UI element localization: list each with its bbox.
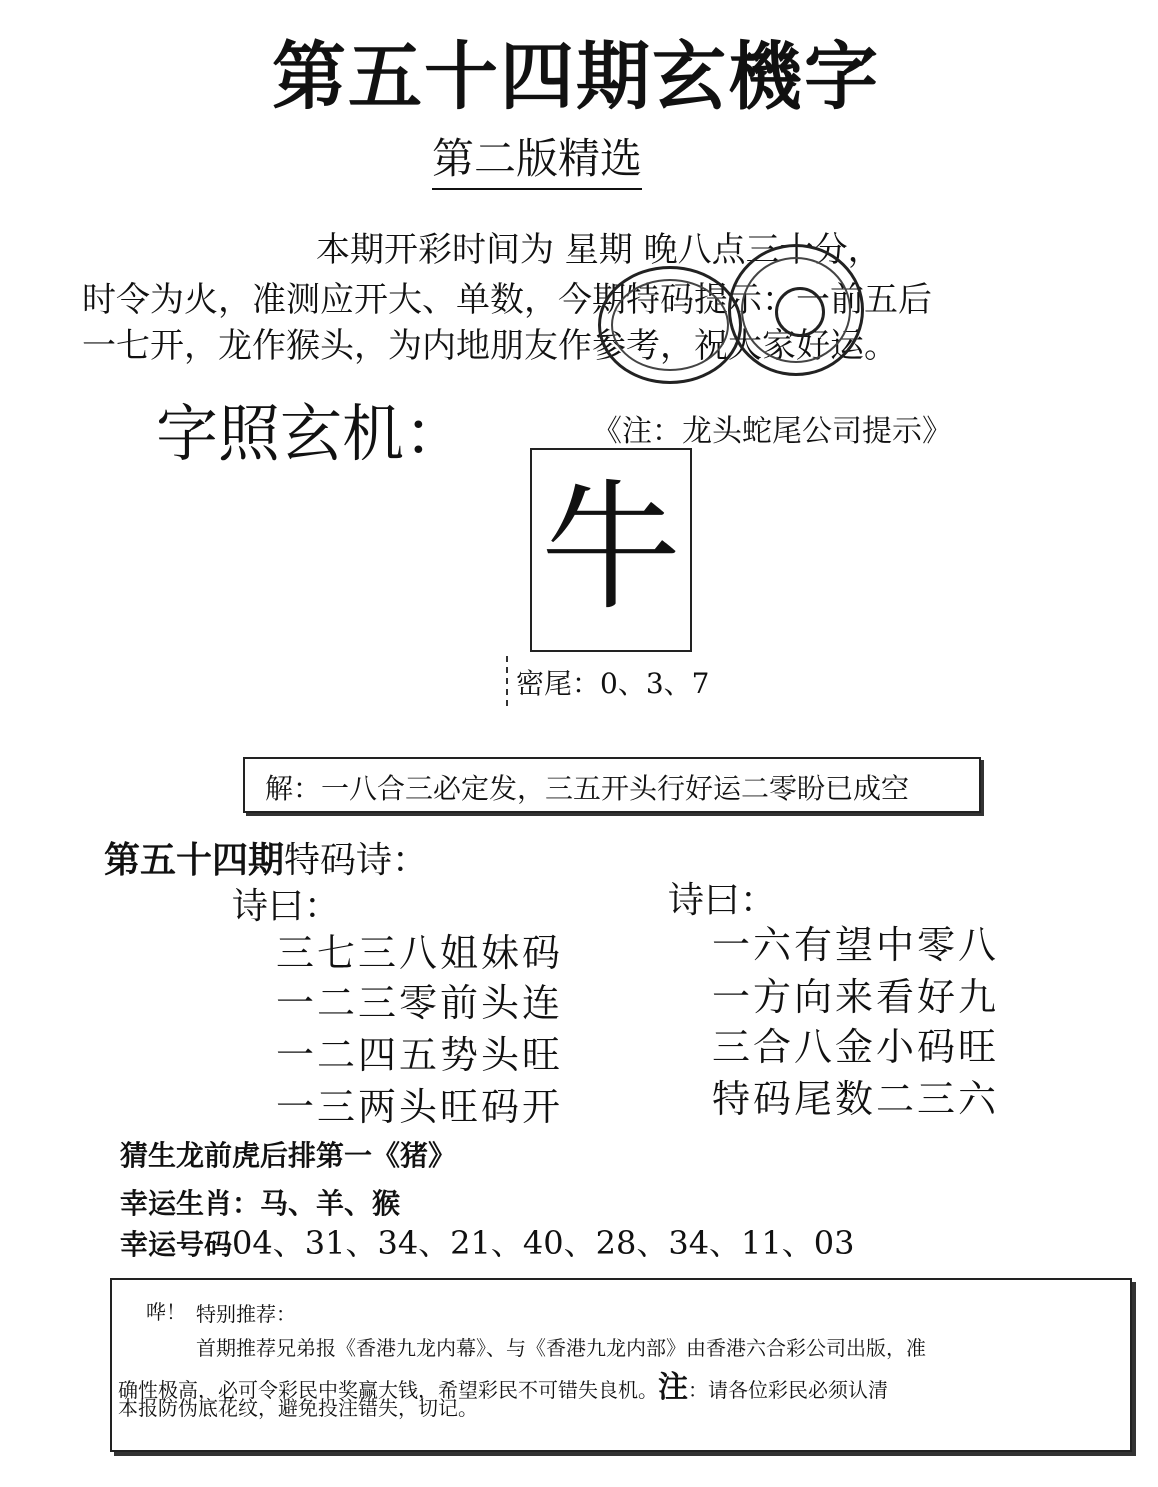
puzzle-tail: 密尾：0、3、7 [516, 667, 710, 700]
lucky-numbers-values: 04、31、34、21、40、28、34、11、03 [232, 1224, 855, 1262]
poem-heading [104, 832, 428, 883]
intro-line-1: 本期开彩时间为 星期 晚八点三十分， [316, 230, 882, 270]
lucky-signs: 幸运生肖：马、羊、猴 [120, 1187, 401, 1220]
poem-right-line: 一方向来看好九 [712, 975, 1000, 1019]
zodiac-hint: 猜生龙前虎后排第一《猪》 [120, 1139, 457, 1172]
page-title: 第五十四期玄機字 [272, 34, 880, 120]
poem-left-line: 一三两头旺码开 [276, 1085, 564, 1129]
poem-right-line: 三合八金小码旺 [712, 1025, 1000, 1069]
poem-heading-title: 特码诗： [284, 840, 429, 881]
recommend-note-mark: 注 [658, 1370, 688, 1405]
poem-left-line: 一二三零前头连 [276, 981, 564, 1025]
poem-left-line: 一二四五势头旺 [276, 1033, 564, 1077]
page-subtitle: 第二版精选 [432, 126, 642, 190]
poem-right-intro: 诗曰： [668, 880, 777, 921]
recommend-line-2-text: 确性极高，必可令彩民中奖赢大钱，希望彩民不可错失良机。 [118, 1378, 658, 1402]
lucky-numbers-label: 幸运号码 [120, 1228, 233, 1261]
poem-right-line: 一六有望中零八 [712, 923, 1000, 967]
poem-right-line: 特码尾数二三六 [712, 1077, 1000, 1121]
intro-line-3: 一七开，龙作猴头，为内地朋友作参考，祝大家好运。 [82, 326, 898, 366]
poem-heading-issue: 第五十四期 [104, 839, 285, 881]
intro-line-2: 时令为火，准测应开大、单数，今期特码提示：一前五后 [82, 280, 932, 320]
puzzle-character-box [530, 448, 692, 652]
puzzle-note: 《注：龙头蛇尾公司提示》 [592, 414, 952, 449]
recommend-heading: 特别推荐： [196, 1302, 296, 1326]
recommend-line-2-rest: ：请各位彩民必须认清 [688, 1378, 888, 1402]
puzzle-character: 牛 [540, 467, 681, 630]
recommend-exclaim: 哗！ [146, 1300, 186, 1324]
recommend-line-3: 本报防伪底花纹，避免投注错失，切记。 [118, 1396, 478, 1420]
divider [506, 656, 508, 706]
explanation-text: 解：一八合三必定发，三五开头行好运二零盼已成空 [265, 772, 910, 805]
poem-left-line: 三七三八姐妹码 [276, 931, 564, 975]
stamp-icon [598, 266, 742, 384]
explanation-box [243, 757, 981, 813]
puzzle-label: 字照玄机： [156, 397, 467, 470]
poem-left-intro: 诗曰： [232, 886, 341, 927]
lucky-numbers [120, 1218, 855, 1264]
stamp-icon [728, 244, 864, 376]
recommend-box [110, 1278, 1132, 1452]
recommend-line-1: 首期推荐兄弟报《香港九龙内幕》、与《香港九龙内部》由香港六合彩公司出版，准 [196, 1336, 926, 1360]
